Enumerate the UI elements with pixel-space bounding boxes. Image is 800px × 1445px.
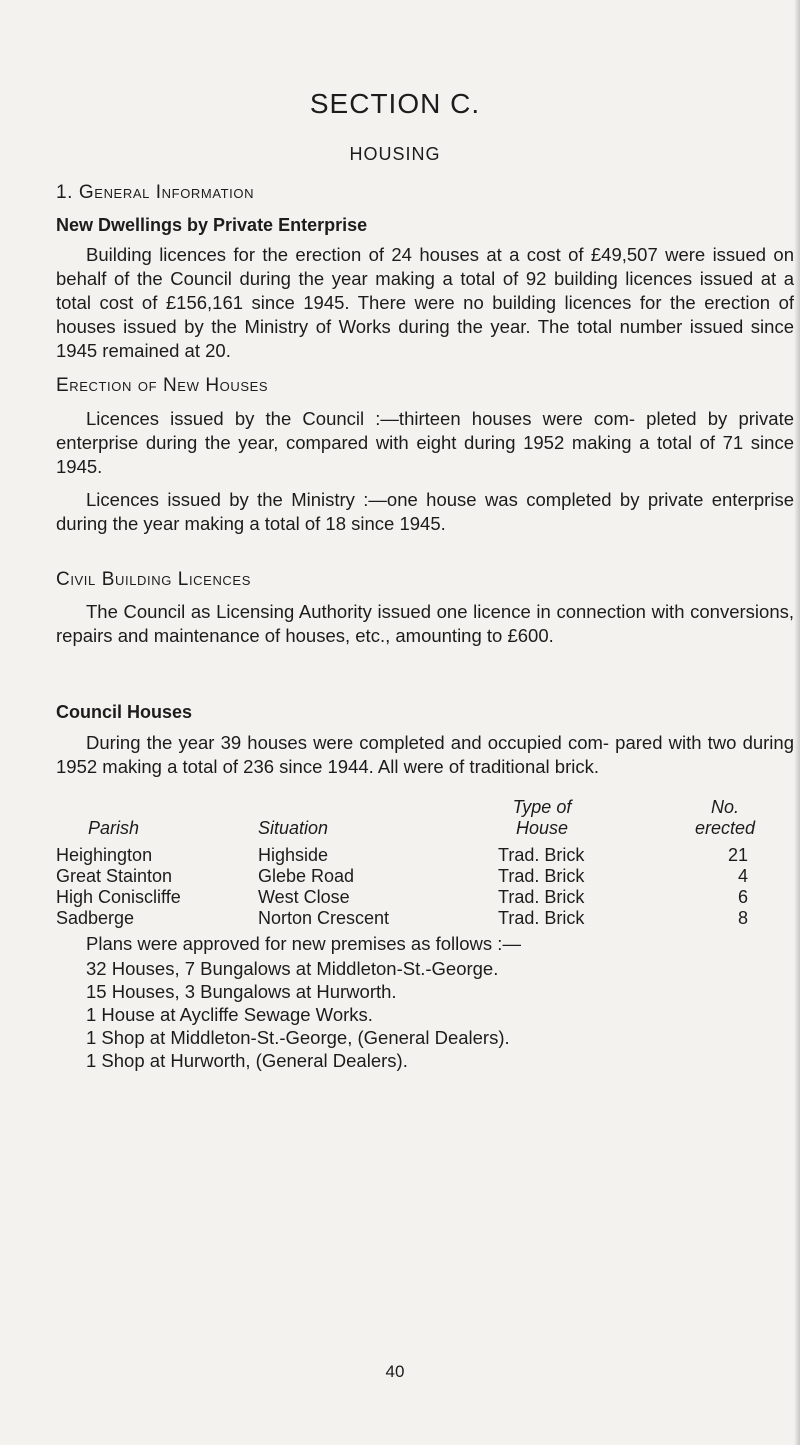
cell-type: Trad. Brick [498, 866, 585, 886]
header-no-bottom: erected [694, 818, 756, 838]
civil-licences-heading: Civil Building Licences [56, 569, 251, 590]
cell-parish: Great Stainton [56, 866, 173, 886]
header-parish: Parish [88, 818, 140, 838]
cell-situation: Glebe Road [258, 866, 355, 886]
council-houses-paragraph: During the year 39 houses were completed and occupied com- pared with two during 1952 making a total of 236 since 1944. All were of traditional brick. [56, 732, 794, 777]
cell-parish: High Coniscliffe [56, 887, 181, 907]
civil-licences-paragraph: The Council as Licensing Authority issued one licence in connection with conversions, repairs and maintenance of houses, etc., amounting to £600. [56, 601, 794, 646]
header-type-bottom: House [515, 818, 569, 838]
general-information-heading: 1. General Information [56, 182, 255, 203]
erection-paragraph-ministry: Licences issued by the Ministry :—one house was completed by private enterprise during the year making a total of 18 since 1945. [56, 489, 794, 534]
header-no-top: No. [710, 797, 739, 817]
cell-erected: 6 [737, 887, 748, 907]
cell-type: Trad. Brick [498, 887, 585, 907]
plan-item: 32 Houses, 7 Bungalows at Middleton-St.-George. [86, 958, 499, 979]
cell-type: Trad. Brick [498, 908, 585, 928]
erection-heading: Erection of New Houses [56, 375, 269, 396]
header-situation: Situation [258, 818, 329, 838]
plan-item: 15 Houses, 3 Bungalows at Hurworth. [86, 981, 397, 1002]
cell-erected: 8 [737, 908, 748, 928]
erection-paragraph-council: Licences issued by the Council :—thirteen houses were com- pleted by private enterprise during the year, compared with eight during 1952 making a total of 71 since 1945. [56, 408, 794, 477]
section-title: SECTION C. [309, 88, 481, 119]
council-houses-heading: Council Houses [56, 702, 193, 722]
cell-erected: 21 [727, 845, 748, 865]
cell-situation: Norton Crescent [258, 908, 390, 928]
cell-parish: Heighington [56, 845, 153, 865]
plans-intro: Plans were approved for new premises as follows :— [86, 933, 521, 954]
cell-erected: 4 [737, 866, 748, 886]
cell-type: Trad. Brick [498, 845, 585, 865]
plan-item: 1 Shop at Hurworth, (General Dealers). [86, 1050, 408, 1071]
page-number: 40 [385, 1362, 405, 1381]
new-dwellings-paragraph: Building licences for the erection of 24 houses at a cost of £49,507 were issued on behalf of the Council during the year making a total of 92 building licences issued at a total cost of £156,161 since 1945. There were no building licences for the erection of houses issued by the Ministry of Works during the year. The total number issued since 1945 remained at 20. [56, 244, 794, 361]
page-edge-shadow [794, 0, 800, 1445]
plan-item: 1 House at Aycliffe Sewage Works. [86, 1004, 373, 1025]
cell-situation: West Close [258, 887, 350, 907]
cell-situation: Highside [258, 845, 329, 865]
plan-item: 1 Shop at Middleton-St.-George, (General Dealers). [86, 1027, 510, 1048]
section-subtitle: HOUSING [349, 144, 441, 164]
new-dwellings-heading: New Dwellings by Private Enterprise [56, 215, 368, 235]
cell-parish: Sadberge [56, 908, 135, 928]
header-type-top: Type of [512, 797, 572, 817]
